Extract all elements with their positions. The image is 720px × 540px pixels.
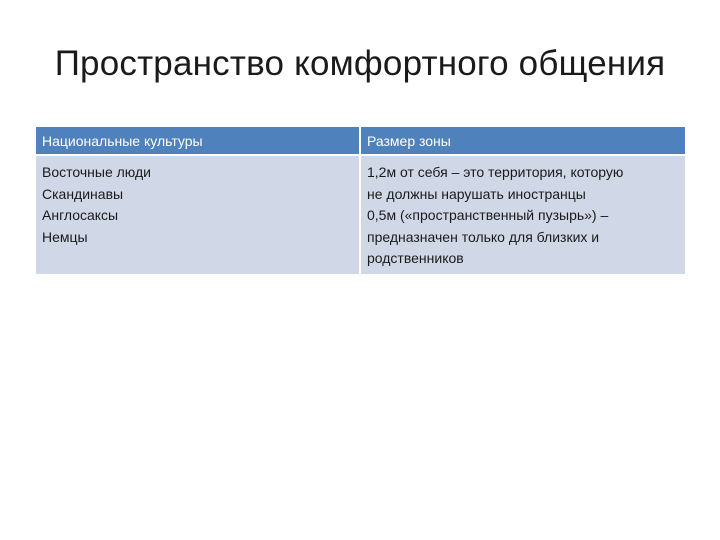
table-row [36,155,685,274]
zone-text-line: предназначен только для близких и [367,228,600,245]
column-header-cultures: Национальные культуры [36,127,360,155]
culture-item: Немцы [42,228,88,245]
culture-item: Англосаксы [42,207,119,223]
zone-size-cell [360,155,685,274]
table-header-row [36,127,685,155]
zone-text-line: не должны нарушать иностранцы [367,185,586,202]
column-header-zone-size: Размер зоны [360,127,685,155]
culture-item: Восточные люди [42,164,151,180]
culture-item: Скандинавы [42,185,124,202]
zone-text-line: 1,2м от себя – это территория, которую [367,164,624,180]
slide-title: Пространство комфортного общения [54,44,666,83]
comfort-zone-table [36,127,685,274]
cultures-cell [36,155,360,274]
zone-text-line: родственников [367,250,464,266]
zone-text-line: 0,5м («пространственный пузырь») – [367,207,609,223]
